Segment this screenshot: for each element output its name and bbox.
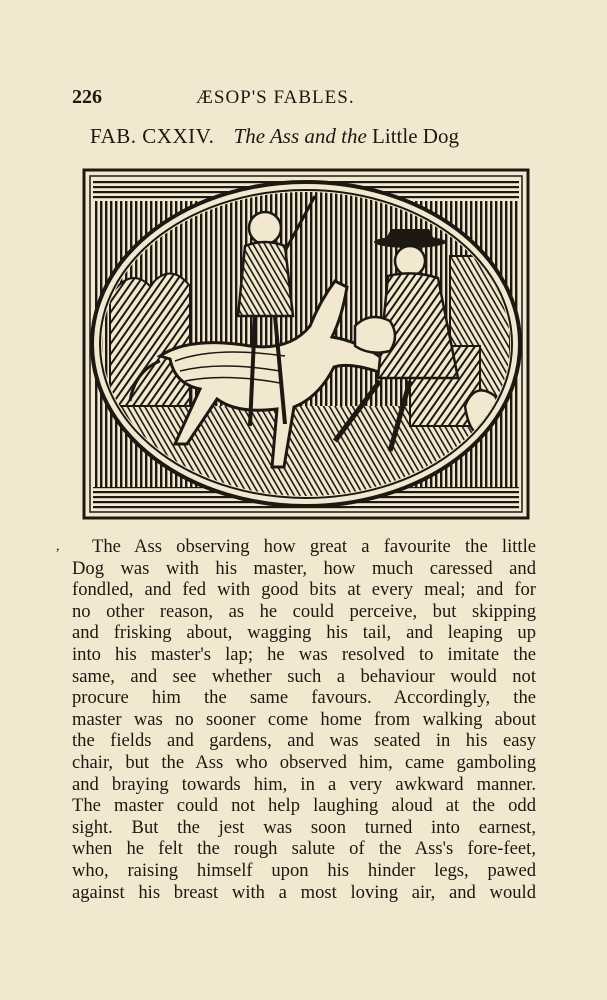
text-line: same, and see whether such a behaviour would not [72, 665, 536, 687]
text-line: Dog was with his master, how much caressed and [72, 557, 536, 579]
woodcut-illustration [80, 166, 532, 522]
woodcut-svg [80, 166, 532, 522]
fable-title-part3: the [341, 124, 367, 148]
fable-title-part4: Little Dog [372, 124, 459, 148]
fable-body [56, 536, 536, 903]
text-line: The Ass observing how great a favourite the little [92, 536, 536, 557]
text-line: master was no sooner come home from walking about [72, 708, 536, 730]
text-line: and frisking about, wagging his tail, and leaping up [72, 622, 536, 644]
text-line: and braying towards him, in a very awkward manner. [72, 773, 536, 795]
text-line: into his master's lap; he was resolved to imitate the [72, 643, 536, 665]
page-number: 226 [72, 86, 102, 108]
book-title: ÆSOP'S FABLES. [196, 87, 355, 108]
text-line: against his breast with a most loving air, and would [72, 881, 536, 903]
text-line: who, raising himself upon his hinder legs, pawed [72, 859, 536, 881]
fable-number: FAB. CXXIV. [90, 124, 215, 148]
text-line: the fields and gardens, and was seated in his easy [72, 730, 536, 752]
text-line: sight. But the jest was soon turned into earnest, [72, 816, 536, 838]
fable-title-part2: and [304, 124, 336, 148]
text-line: when he felt the rough salute of the Ass's fore-feet, [72, 838, 536, 860]
text-line: chair, but the Ass who observed him, came gamboling [72, 751, 536, 773]
text-line: procure him the same favours. Accordingly, the [72, 687, 536, 709]
text-line: no other reason, as he could perceive, but skipping [72, 600, 536, 622]
fable-title-part1: The Ass [233, 124, 300, 148]
margin-mark: , [56, 539, 60, 554]
running-head [72, 86, 535, 110]
text-line: The master could not help laughing aloud at the odd [72, 795, 536, 817]
fable-title [90, 124, 530, 149]
text-line: fondled, and fed with good bits at every meal; and for [72, 579, 536, 601]
